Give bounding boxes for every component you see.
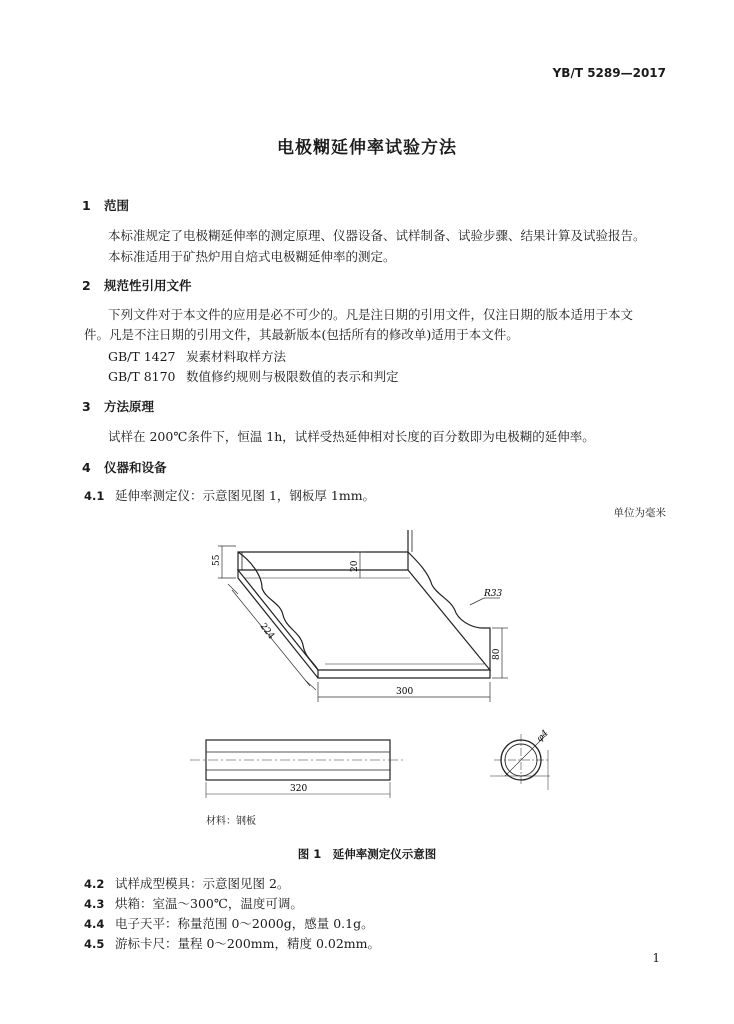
dim-320: 320	[290, 784, 308, 794]
section-1-paragraph-1: 本标准规定了电极糊延伸率的测定原理、仪器设备、试样制备、试验步骤、结果计算及试验报告。	[108, 228, 646, 243]
clause-number: 4.4	[84, 917, 105, 931]
clause-text: 试样成型模具：示意图见图 2。	[115, 876, 290, 891]
dim-300: 300	[396, 687, 414, 697]
clause-4-2	[84, 874, 289, 892]
clause-number: 4.3	[84, 897, 105, 911]
reference-title: 数值修约规则与极限数值的表示和判定	[186, 369, 399, 384]
clause-4-3	[84, 894, 303, 912]
dim-80: 80	[492, 648, 502, 660]
clause-text: 电子天平：称量范围 0～2000g，感量 0.1g。	[115, 916, 374, 931]
section-title: 范围	[104, 198, 130, 213]
section-number: 4	[82, 460, 91, 475]
figure-1-caption: 图 1 延伸率测定仪示意图	[297, 847, 437, 861]
section-title: 仪器和设备	[104, 460, 167, 475]
tray-left-edge	[238, 570, 318, 678]
dim-r33: R33	[484, 589, 503, 599]
clause-number: 4.1	[84, 489, 105, 503]
unit-note: 单位为毫米	[613, 507, 666, 519]
tray-base-outline	[238, 570, 490, 670]
tray-back-wall	[238, 552, 408, 570]
clause-text: 烘箱：室温～300℃，温度可调。	[115, 896, 303, 911]
clause-number: 4.2	[84, 877, 105, 891]
section-number: 3	[82, 399, 91, 414]
clause-4-4	[84, 914, 374, 932]
dim-20: 20	[350, 560, 360, 572]
section-title: 方法原理	[104, 399, 155, 414]
reference-code: GB/T 1427	[108, 349, 176, 364]
section-2-paragraph-line-2: 件。凡是不注日期的引用文件，其最新版本(包括所有的修改单)适用于本文件。	[84, 327, 519, 342]
section-number: 1	[82, 198, 91, 213]
right-wavy-wall	[408, 530, 490, 670]
dim-224: 224	[257, 621, 277, 642]
page-number: 1	[652, 951, 660, 965]
standard-number: YB/T 5289—2017	[552, 66, 666, 80]
clause-text: 延伸率测定仪：示意图见图 1，钢板厚 1mm。	[115, 488, 376, 503]
material-note: 材料：钢板	[206, 816, 256, 827]
tray-front-edge	[318, 670, 490, 678]
reference-code: GB/T 8170	[108, 369, 176, 384]
clause-text: 游标卡尺：量程 0～200mm，精度 0.02mm。	[115, 936, 381, 951]
clause-4-5	[84, 934, 380, 952]
section-title: 规范性引用文件	[104, 278, 192, 293]
section-2-paragraph-line-1: 下列文件对于本文件的应用是必不可少的。凡是注日期的引用文件，仅注日期的版本适用于本文	[108, 307, 634, 322]
document-title: 电极糊延伸率试验方法	[277, 138, 457, 158]
dim-55: 55	[212, 554, 222, 566]
reference-title: 炭素材料取样方法	[186, 349, 287, 364]
section-number: 2	[82, 278, 91, 293]
section-3-paragraph: 试样在 200℃条件下，恒温 1h，试样受热延伸相对长度的百分数即为电极糊的延伸率。	[108, 429, 595, 444]
clause-number: 4.5	[84, 937, 105, 951]
section-1-paragraph-2: 本标准适用于矿热炉用自焙式电极糊延伸率的测定。	[108, 249, 396, 264]
dim-phi4: φ4	[535, 728, 551, 745]
